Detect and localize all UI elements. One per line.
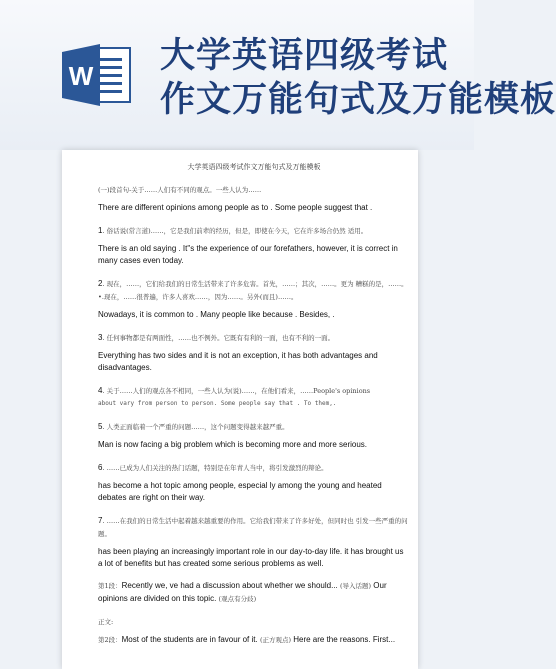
item-7-chinese-text: . ……在我们的日常生活中起着越来越重要的作用。它给我们带来了许多好处，但同时也 引发一些严重的问题。 <box>98 517 408 538</box>
item-number: 3 <box>98 333 103 342</box>
item-1-chinese <box>98 224 410 238</box>
banner-title-line-2: 作文万能句式及万能模板 <box>160 80 556 120</box>
item-number: 5 <box>98 422 103 431</box>
paragraph-label: 第2段： <box>98 636 122 644</box>
item-number: 1 <box>98 226 103 235</box>
svg-text:W: W <box>68 61 94 91</box>
paragraph-2-text-2: Here are the reasons. First... <box>291 635 396 644</box>
header-banner <box>0 0 556 150</box>
item-4-chinese-text: . 关于……人们的观点各不相同，一些人认为(说)……，在他们看来，……People's opinions <box>102 387 371 395</box>
paragraph-2-text: Most of the students are in favour of it. <box>121 635 260 644</box>
paragraph-1-text-2: Our opinions are divided on this topic. <box>98 581 387 603</box>
item-6-english: has become a hot topic among people, especial ly among the young and heated debates are right on their way. <box>98 481 382 502</box>
item-7-chinese <box>98 514 410 541</box>
item-6-chinese-text: . ……已成为人们关注的热门话题，特别是在年青人当中，将引发激烈的辩论。 <box>102 464 328 472</box>
item-6-chinese <box>98 461 410 475</box>
item-4-english: about vary from person to person. Some people say that . To them,. <box>98 400 337 407</box>
item-3-chinese-text: . 任何事物都是有两面性，……也不例外。它既有有利的一面，也有不利的一面。 <box>102 334 335 342</box>
body-label: 正文: <box>98 618 114 626</box>
paragraph-note: (正方观点) <box>259 636 292 644</box>
item-number: 6 <box>98 463 103 472</box>
item-number: 4 <box>98 386 103 395</box>
banner-title-line-1: 大学英语四级考试 <box>160 36 449 76</box>
item-2-chinese-extra: •.现在，……很普遍，许多人喜欢……，因为……。另外(而且)……。 <box>98 293 298 301</box>
item-2-chinese <box>98 277 410 291</box>
item-number: 2 <box>98 279 103 288</box>
item-1-chinese-text: . 俗话说(常言道)……，它是我们前辈的经历，但是，即使在今天，它在许多场合仍然 适用。 <box>102 227 368 235</box>
document-body <box>98 162 410 647</box>
item-7-english: has been playing an increasingly important role in our day-to-day life. it has brought us a lot of benefits but has created some serious problems as well. <box>98 547 404 568</box>
item-1-english: There is an old saying . It"s the experience of our forefathers, however, it is correct in many cases even today. <box>98 244 398 265</box>
paragraph-1-text: Recently we, ve had a discussion about whether we should... <box>121 581 340 590</box>
paragraph-note: (导入话题) <box>340 582 372 590</box>
paragraph-label: 第1段： <box>98 582 122 590</box>
document-page <box>62 150 418 669</box>
document-title: 大学英语四级考试作文万能句式及万能模板 <box>187 163 321 171</box>
item-5-english: Man is now facing a big problem which is becoming more and more serious. <box>98 440 368 449</box>
item-number: 7 <box>98 516 103 525</box>
item-2-chinese-text: . 现在，……，它们给我们的日常生活带来了许多危害。首先，……；其次，……。更为 糟糕的是，……。 <box>102 280 408 288</box>
item-5-chinese-text: . 人类正面临着一个严重的问题……，这个问题变得越来越严重。 <box>102 423 289 431</box>
item-2-english: Nowadays, it is common to . Many people like because . Besides, . <box>98 310 335 319</box>
word-document-icon <box>62 42 132 108</box>
item-4-chinese <box>98 384 410 398</box>
section-1-chinese: (一)段首句-关于……人们有不同的观点。一些人认为…… <box>98 186 262 194</box>
item-3-chinese <box>98 331 410 345</box>
item-5-chinese <box>98 420 410 434</box>
section-1-english: There are different opinions among people as to . Some people suggest that . <box>98 203 373 212</box>
item-3-english: Everything has two sides and it is not an exception, it has both advantages and disadvantages. <box>98 351 378 372</box>
paragraph-2-template <box>98 634 410 647</box>
paragraph-note: (观点有分歧) <box>218 595 257 603</box>
paragraph-1-template <box>98 580 410 606</box>
